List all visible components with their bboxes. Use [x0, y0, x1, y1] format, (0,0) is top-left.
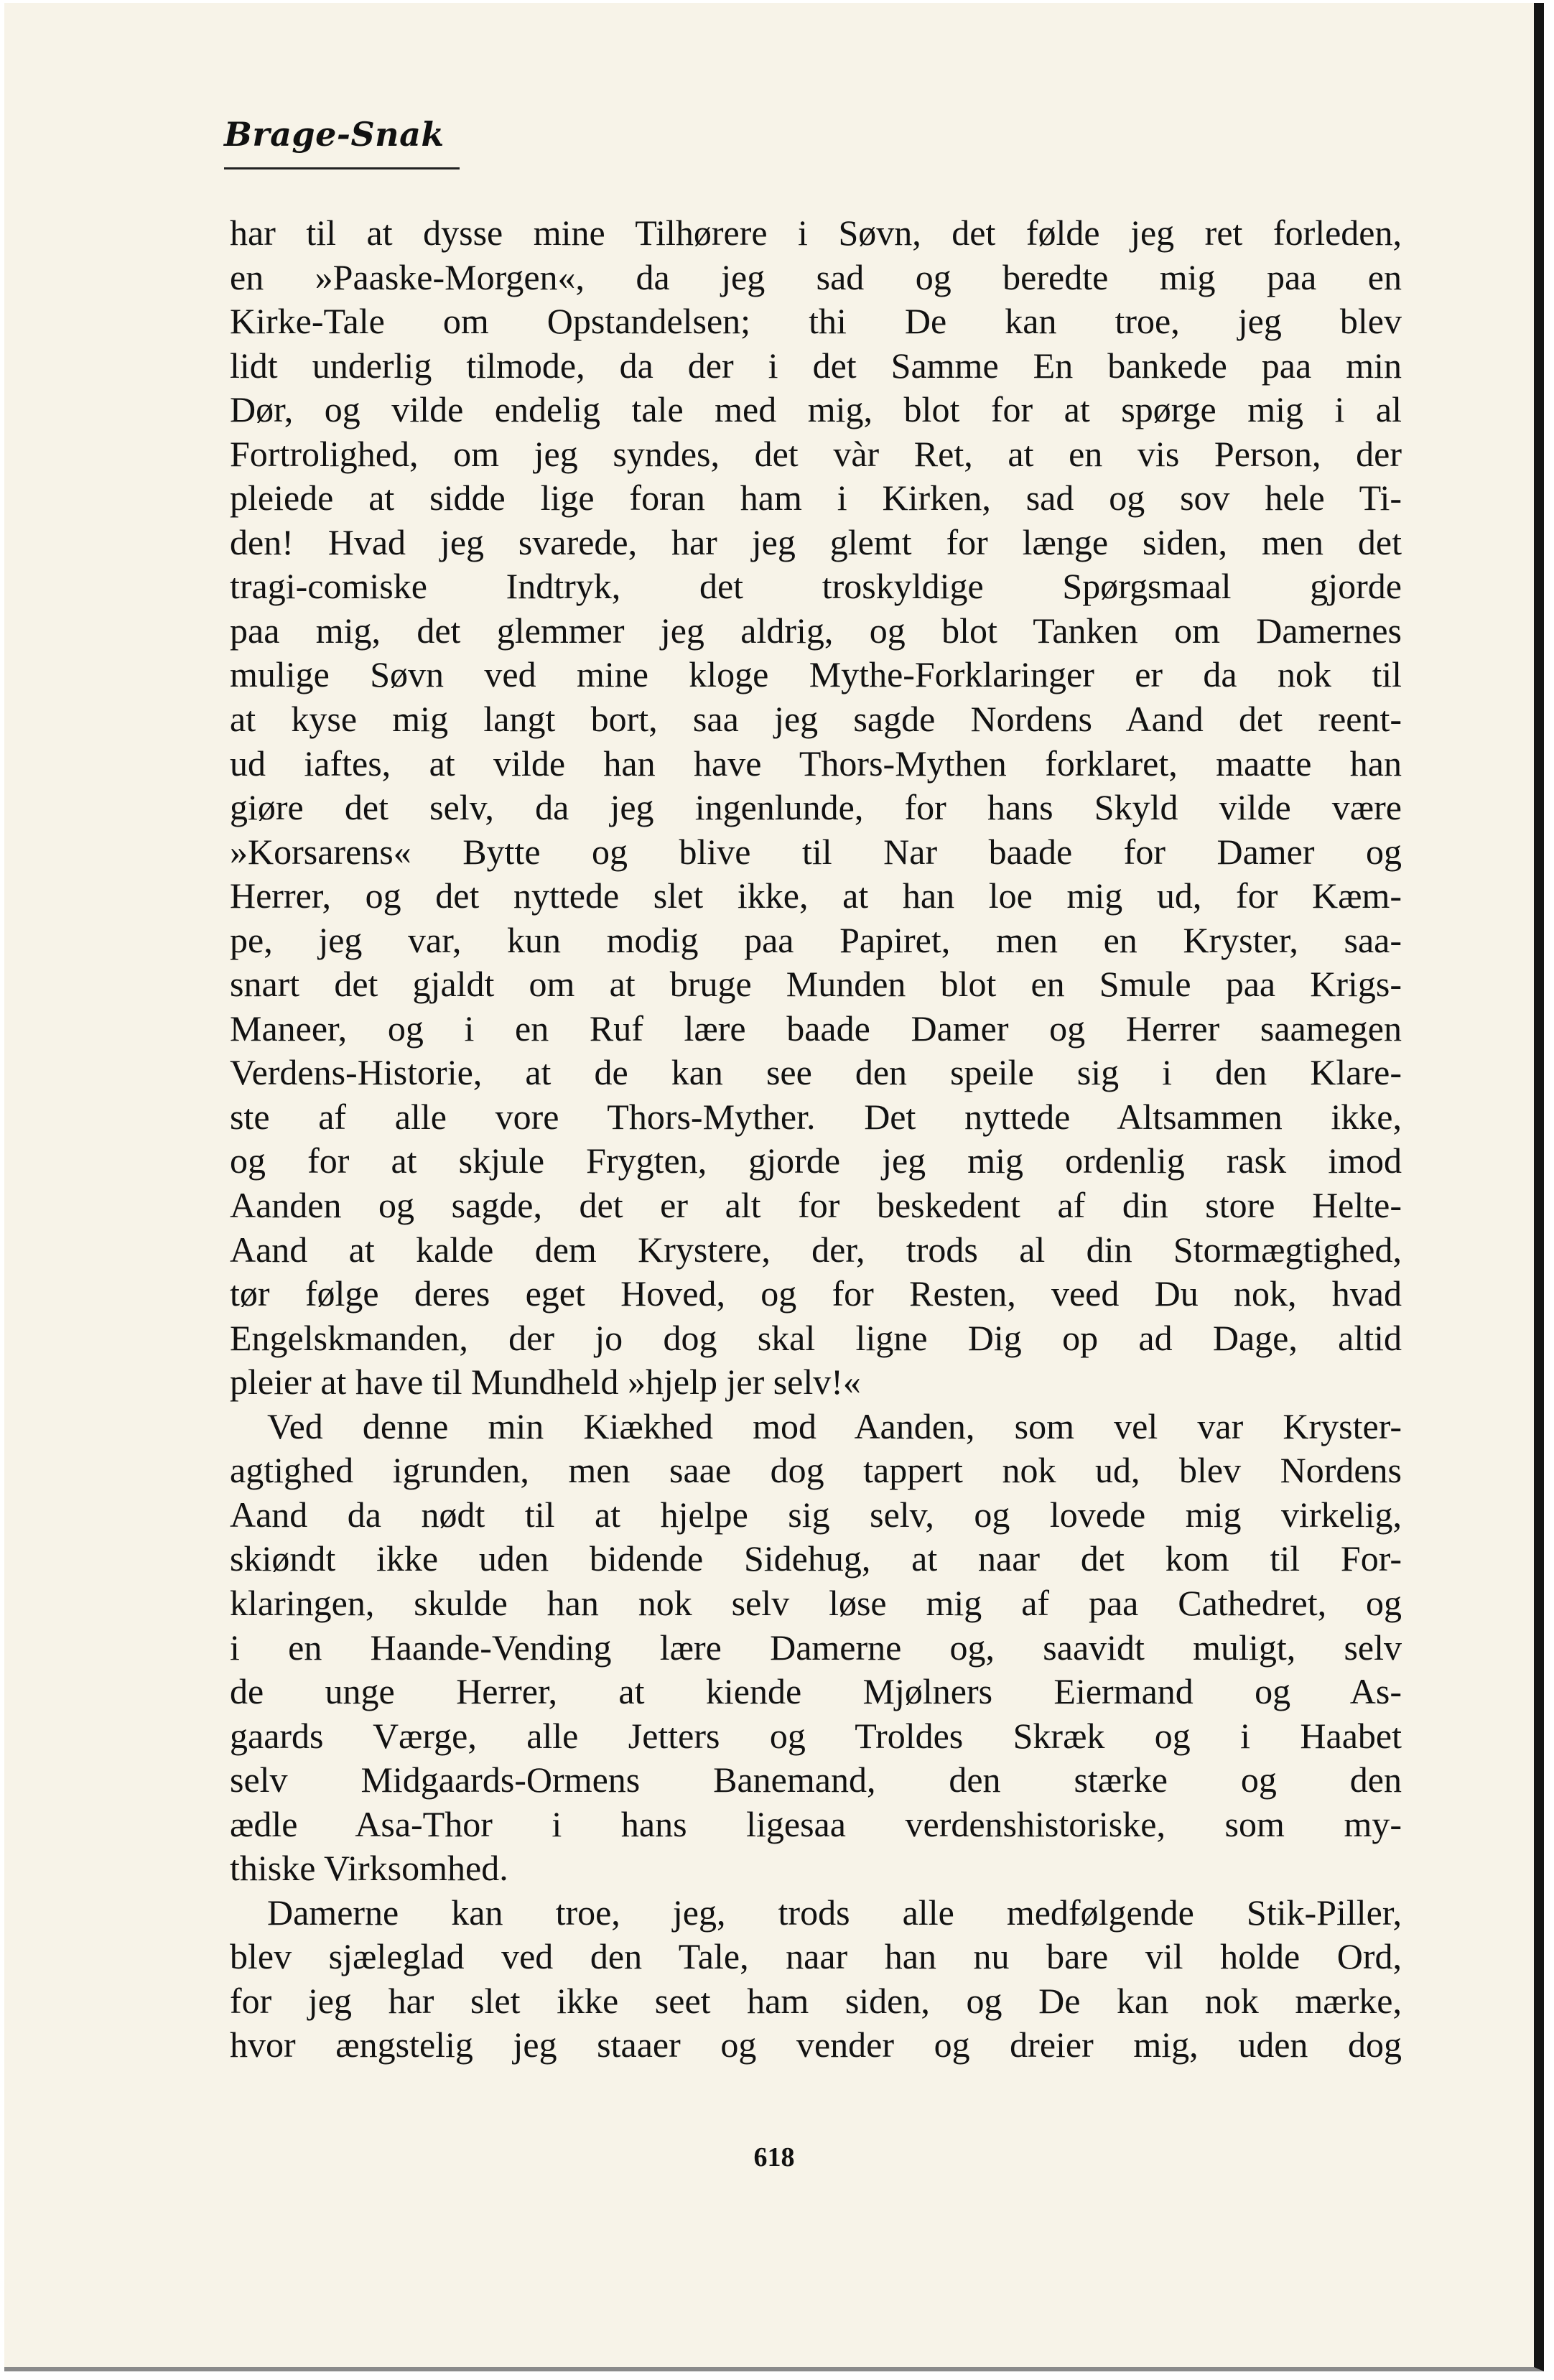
text-line: Aand da nødt til at hjelpe sig selv, og lovede mig virkelig, — [230, 1494, 1402, 1535]
text-line: »Korsarens« Bytte og blive til Nar baade for Damer og — [230, 831, 1402, 872]
text-line: Ved denne min Kiækhed mod Aanden, som vel var Kryster- — [267, 1405, 1402, 1446]
text-line: og for at skjule Frygten, gjorde jeg mig ordenlig rask imod — [230, 1140, 1402, 1181]
text-line: blev sjæleglad ved den Tale, naar han nu bare vil holde Ord, — [230, 1936, 1402, 1977]
running-header: Brage-Snak — [224, 115, 445, 154]
text-line: har til at dysse mine Tilhørere i Søvn, det følde jeg ret forleden, — [230, 213, 1402, 253]
header-rule — [224, 167, 460, 169]
text-line: Dør, og vilde endelig tale med mig, blot for at spørge mig i al — [230, 389, 1402, 430]
text-line: Engelskmanden, der jo dog skal ligne Dig op ad Dage, altid — [230, 1317, 1402, 1358]
text-line: hvor ængstelig jeg staaer og vender og dreier mig, uden dog — [230, 2025, 1402, 2065]
text-line: selv Midgaards-Ormens Banemand, den stærke og den — [230, 1760, 1402, 1800]
text-line: ædle Asa-Thor i hans ligesaa verdenshistoriske, som my- — [230, 1803, 1402, 1844]
text-line: pleier at have til Mundheld »hjelp jer selv!« — [230, 1362, 861, 1403]
text-line: tragi-comiske Indtryk, det troskyldige Spørgsmaal gjorde — [230, 566, 1402, 607]
text-line: Fortrolighed, om jeg syndes, det vàr Ret, at en vis Person, der — [230, 433, 1402, 474]
text-line: ud iaftes, at vilde han have Thors-Mythen forklaret, maatte han — [230, 743, 1402, 784]
text-line: Damerne kan troe, jeg, trods alle medfølgende Stik-Piller, — [267, 1892, 1402, 1933]
text-line: skiøndt ikke uden bidende Sidehug, at naar det kom til For- — [230, 1538, 1402, 1579]
text-line: de unge Herrer, at kiende Mjølners Eiermand og As- — [230, 1671, 1402, 1712]
text-line: Maneer, og i en Ruf lære baade Damer og Herrer saamegen — [230, 1008, 1402, 1049]
text-line: agtighed igrunden, men saae dog tappert nok ud, blev Nordens — [230, 1450, 1402, 1491]
text-line: for jeg har slet ikke seet ham siden, og De kan nok mærke, — [230, 1980, 1402, 2021]
text-line: klaringen, skulde han nok selv løse mig af paa Cathedret, og — [230, 1582, 1402, 1623]
text-line: Aand at kalde dem Krystere, der, trods al din Stormægtighed, — [230, 1229, 1402, 1270]
text-line: paa mig, det glemmer jeg aldrig, og blot Tanken om Damernes — [230, 610, 1402, 651]
text-line: Kirke-Tale om Opstandelsen; thi De kan troe, jeg blev — [230, 301, 1402, 342]
text-line: mulige Søvn ved mine kloge Mythe-Forklaringer er da nok til — [230, 654, 1402, 695]
text-line: giøre det selv, da jeg ingenlunde, for hans Skyld vilde være — [230, 787, 1402, 828]
book-page — [4, 3, 1544, 2371]
text-line: ste af alle vore Thors-Myther. Det nyttede Altsammen ikke, — [230, 1096, 1402, 1137]
page-number: 618 — [753, 2142, 795, 2172]
body-text — [230, 211, 1402, 2068]
text-line: pe, jeg var, kun modig paa Papiret, men en Kryster, saa- — [230, 919, 1402, 960]
text-line: thiske Virksomhed. — [230, 1848, 508, 1889]
text-line: Herrer, og det nyttede slet ikke, at han loe mig ud, for Kæm- — [230, 875, 1402, 916]
text-line: gaards Værge, alle Jetters og Troldes Skræk og i Haabet — [230, 1715, 1402, 1756]
text-line: i en Haande-Vending lære Damerne og, saavidt muligt, selv — [230, 1627, 1402, 1668]
text-line: tør følge deres eget Hoved, og for Resten, veed Du nok, hvad — [230, 1273, 1402, 1314]
text-line: Aanden og sagde, det er alt for beskedent af din store Helte- — [230, 1185, 1402, 1226]
text-line: snart det gjaldt om at bruge Munden blot en Smule paa Krigs- — [230, 964, 1402, 1005]
text-line: pleiede at sidde lige foran ham i Kirken, sad og sov hele Ti- — [230, 478, 1402, 519]
text-line: den! Hvad jeg svarede, har jeg glemt for længe siden, men det — [230, 521, 1402, 562]
text-line: Verdens-Historie, at de kan see den speile sig i den Klare- — [230, 1052, 1402, 1093]
text-line: at kyse mig langt bort, saa jeg sagde Nordens Aand det reent- — [230, 699, 1402, 740]
text-line: lidt underlig tilmode, da der i det Samme En bankede paa min — [230, 345, 1402, 386]
text-line: en »Paaske-Morgen«, da jeg sad og beredte mig paa en — [230, 256, 1402, 297]
